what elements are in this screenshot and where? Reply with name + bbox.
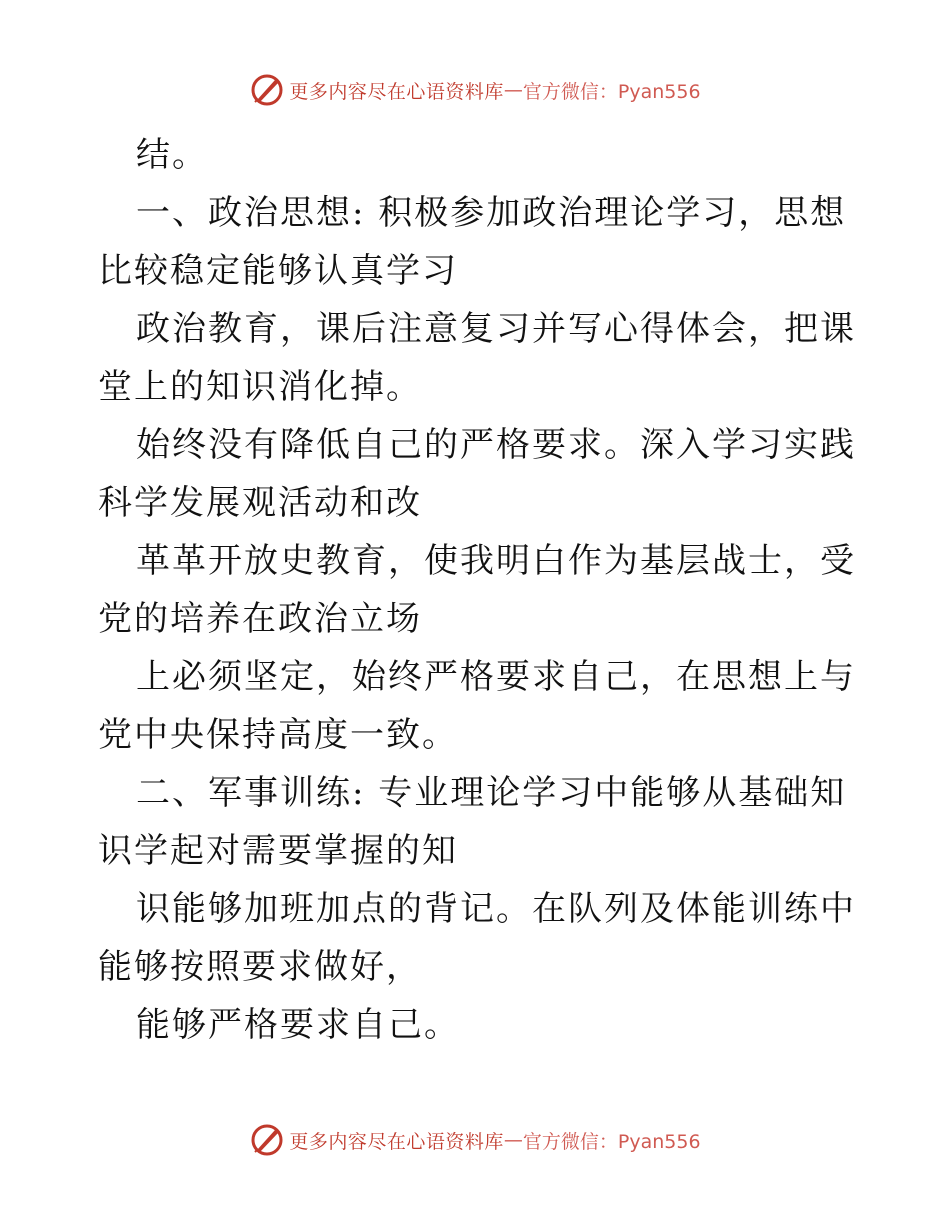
paragraph: 识能够加班加点的背记。在队列及体能训练中能够按照要求做好， xyxy=(98,889,856,987)
banner-official-account: 官方微信：Pyan556 xyxy=(522,1130,701,1153)
paragraph: 二、军事训练: 专业理论学习中能够从基础知识学起对需要掌握的知 xyxy=(98,773,847,871)
banner-separator: — xyxy=(503,79,523,101)
footer-banner xyxy=(0,1120,950,1160)
paragraph: 上必须坚定，始终严格要求自己，在思想上与党中央保持高度一致。 xyxy=(98,657,856,755)
header-banner xyxy=(0,70,950,110)
quill-pen-icon xyxy=(249,72,285,108)
banner-site-text: 更多内容尽在心语资料库 xyxy=(289,1130,504,1153)
paragraph: 一、政治思想: 积极参加政治理论学习，思想比较稳定能够认真学习 xyxy=(98,193,847,291)
banner-official-account: 官方微信：Pyan556 xyxy=(522,80,701,103)
paragraph: 政治教育，课后注意复习并写心得体会，把课堂上的知识消化掉。 xyxy=(98,309,856,407)
quill-pen-icon xyxy=(249,1122,285,1158)
paragraph: 能够严格要求自己。 xyxy=(136,1005,460,1045)
paragraph: 始终没有降低自己的严格要求。深入学习实践科学发展观活动和改 xyxy=(98,425,856,523)
document-body xyxy=(98,126,858,1054)
banner-site-text: 更多内容尽在心语资料库 xyxy=(289,80,504,103)
paragraph: 革革开放史教育，使我明白作为基层战士，受党的培养在政治立场 xyxy=(98,541,856,639)
paragraph: 结。 xyxy=(136,135,208,175)
banner-separator: — xyxy=(503,1129,523,1151)
